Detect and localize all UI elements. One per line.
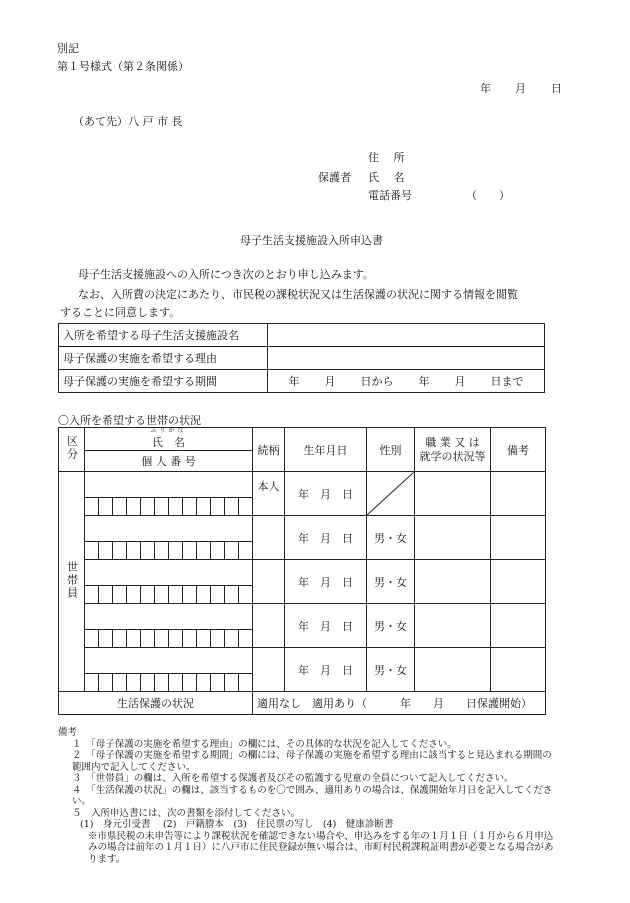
- intro-line-3: することに同意します。: [60, 306, 181, 319]
- member-job-field[interactable]: [415, 516, 491, 560]
- member-birth-cell[interactable]: 年 月 日: [285, 560, 367, 604]
- member-note-field[interactable]: [491, 604, 546, 648]
- member-sex-cell[interactable]: 男・女: [367, 604, 415, 648]
- member-sex-cell[interactable]: 男・女: [367, 560, 415, 604]
- name-label: 氏 名: [368, 171, 405, 184]
- welfare-label: 生活保護の状況: [59, 692, 253, 715]
- member-job-field[interactable]: [415, 604, 491, 648]
- facility-name-label: 入所を希望する母子生活支援施設名: [59, 324, 268, 347]
- intro-line-2: なお、入所費の決定にあたり、市民税の課税状況又は生活保護の状況に関する情報を閲覧: [78, 288, 518, 301]
- period-label: 母子保護の実施を希望する期間: [59, 370, 268, 393]
- member-relation-field[interactable]: [253, 648, 285, 692]
- request-table: [58, 323, 545, 393]
- member-note-field[interactable]: [491, 560, 546, 604]
- member-note-field[interactable]: [491, 648, 546, 692]
- notes-section: [58, 727, 558, 865]
- intro-line-1: 母子生活支援施設への入所につき次のとおり申し込みます。: [78, 268, 374, 281]
- household-section-title: 〇入所を希望する世帯の状況: [58, 414, 201, 427]
- note-item: (1) 身元引受書 (2) 戸籍謄本 (3) 住民票の写し (4) 健康診断書: [80, 819, 394, 830]
- member-relation-field[interactable]: [253, 516, 285, 560]
- note-item: ２ 「母子保護の実施を希望する期間」の欄には、母子保護の実施を希望する理由に該当すると見込まれる期間の範囲内で記入してください。: [72, 750, 552, 773]
- member-birth-cell[interactable]: 年 月 日: [285, 648, 367, 692]
- date-day: 日: [551, 82, 562, 95]
- period-end-year: 年: [418, 375, 430, 388]
- member-sex-cell-diagonal: [367, 472, 415, 516]
- col-relation-header: 続柄: [253, 428, 285, 472]
- welfare-status-field[interactable]: 適用なし 適用あり（ 年 月 日保護開始）: [253, 692, 546, 715]
- date-month: 月: [515, 82, 526, 95]
- member-name-field[interactable]: [85, 560, 253, 586]
- addressee: （あて先）八 戸 市 長: [73, 115, 183, 128]
- notes-heading: 備考: [58, 727, 78, 738]
- form-number: 第１号様式（第２条関係）: [57, 60, 189, 73]
- member-note-field[interactable]: [491, 516, 546, 560]
- member-relation-cell: 本人: [253, 472, 285, 516]
- household-table: [58, 427, 546, 715]
- col-birth-header: 生年月日: [285, 428, 367, 472]
- note-item: １ 「母子保護の実施を希望する理由」の欄には、その具体的な状況を記入してください。: [72, 738, 457, 750]
- col-id-header: 個 人 番 号: [85, 451, 253, 472]
- member-category-label: 世帯員: [65, 560, 79, 600]
- col-category-header: 区分: [59, 428, 85, 472]
- member-job-field[interactable]: [415, 648, 491, 692]
- member-birth-cell[interactable]: 年 月 日: [285, 604, 367, 648]
- member-id-field[interactable]: [85, 674, 253, 692]
- reason-field[interactable]: [268, 347, 545, 370]
- member-id-field[interactable]: [85, 542, 253, 560]
- member-name-field[interactable]: [85, 516, 253, 542]
- note-item: ４ 「生活保護の状況」の欄は、該当するものを〇で囲み、適用ありの場合は、保護開始年月日を記入してください。: [72, 784, 553, 807]
- note-item: ５ 入所申込書には、次の書類を添付してください。: [72, 807, 301, 819]
- member-id-field[interactable]: [85, 498, 253, 516]
- address-label: 住 所: [368, 151, 405, 164]
- phone-label: 電話番号: [368, 189, 412, 202]
- period-field[interactable]: [268, 370, 545, 393]
- member-note-field[interactable]: [491, 472, 546, 516]
- period-start-day: 日から: [360, 375, 394, 388]
- member-category-cell: [59, 472, 85, 692]
- reason-label: 母子保護の実施を希望する理由: [59, 347, 268, 370]
- col-note-header: 備考: [491, 428, 546, 472]
- member-name-field[interactable]: [85, 648, 253, 674]
- member-name-field[interactable]: [85, 604, 253, 630]
- member-name-field[interactable]: [85, 472, 253, 498]
- member-id-field[interactable]: [85, 630, 253, 648]
- note-item: ３ 「世帯員」の欄は、入所を希望する保護者及びその監護する児童の全員について記入してください。: [72, 773, 514, 784]
- phone-parens: （ ）: [466, 189, 510, 202]
- col-sex-header: 性別: [367, 428, 415, 472]
- page-title: 母子生活支援施設入所申込書: [240, 234, 383, 247]
- member-relation-field[interactable]: [253, 604, 285, 648]
- col-name-header: [85, 428, 253, 451]
- member-birth-cell[interactable]: 年 月 日: [285, 516, 367, 560]
- note-item: ※市県民税の未申告等により課税状況を確認できない場合や、申込みをする年の１月１日（１月から６月申込みの場合は前年の１月１日）に八戸市に住民登録が無い場合は、市町村民税課税証明書が必要となる場合があります。: [88, 830, 554, 865]
- date-year: 年: [480, 82, 491, 95]
- period-end-day: 日まで: [490, 375, 524, 388]
- col-job-header: 職 業 又 は 就学の状況等: [415, 428, 491, 472]
- period-start-month: 月: [324, 375, 336, 388]
- member-job-field[interactable]: [415, 560, 491, 604]
- period-end-month: 月: [454, 375, 466, 388]
- member-birth-cell[interactable]: 年 月 日: [285, 472, 367, 516]
- annex-label: 別記: [57, 42, 79, 55]
- name-ruby: ふりがな: [150, 427, 187, 434]
- period-start-year: 年: [288, 375, 300, 388]
- member-relation-field[interactable]: [253, 560, 285, 604]
- member-sex-cell[interactable]: 男・女: [367, 516, 415, 560]
- member-id-field[interactable]: [85, 586, 253, 604]
- member-sex-cell[interactable]: 男・女: [367, 648, 415, 692]
- guardian-label: 保護者: [318, 171, 351, 184]
- name-header-label: 氏 名: [152, 436, 185, 449]
- facility-name-field[interactable]: [268, 324, 545, 347]
- member-job-field[interactable]: [415, 472, 491, 516]
